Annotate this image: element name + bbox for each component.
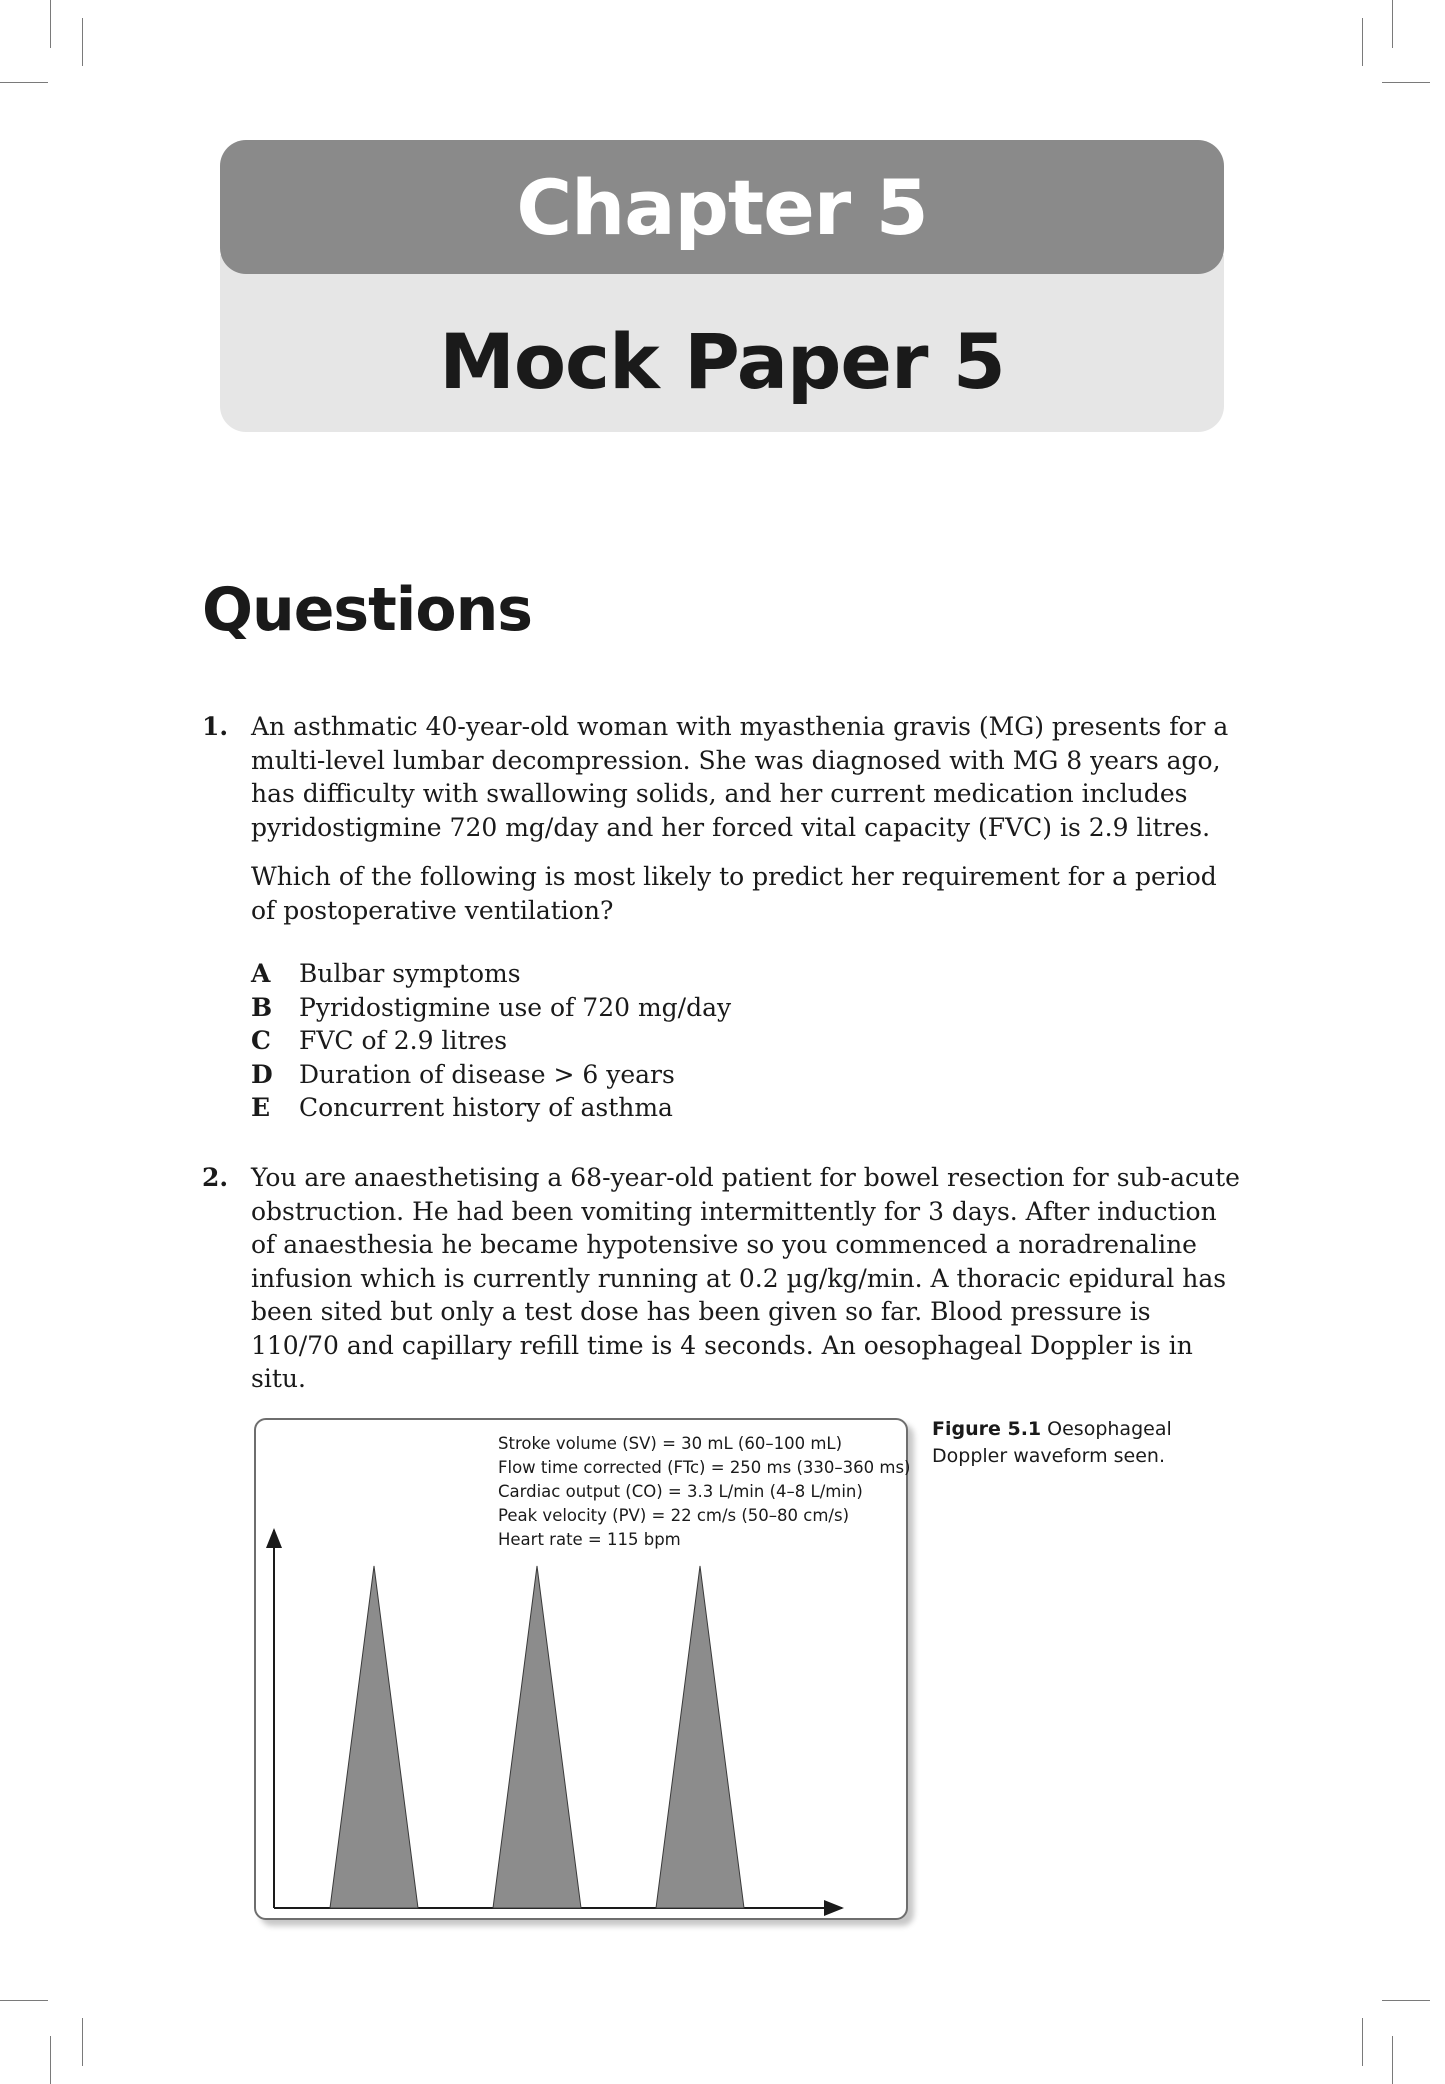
question-body — [251, 1161, 1242, 1396]
answer-option-c — [251, 1024, 1242, 1058]
question-number: 1. — [202, 712, 229, 741]
paper-title-banner — [220, 255, 1224, 432]
option-letter: A — [251, 959, 271, 988]
doppler-readouts — [498, 1432, 911, 1552]
option-text: Concurrent history of asthma — [299, 1093, 673, 1122]
doppler-figure — [254, 1418, 911, 1920]
question-stem: An asthmatic 40-year-old woman with myasthenia gravis (MG) presents for a multi-level lumbar decompression. She was diagnosed with MG 8 years ago, has difficulty with swallowing solids, and her current medication includes pyridostigmine 720 mg/day and her forced vital capacity (FVC) is 2.9 litres. — [251, 712, 1229, 842]
question-2 — [202, 1161, 1242, 1396]
crop-mark — [0, 82, 48, 83]
answer-options — [251, 957, 1242, 1125]
option-letter: C — [251, 1026, 271, 1055]
doppler-waveform-peak — [493, 1566, 581, 1908]
readout-cardiac-output: Cardiac output (CO) = 3.3 L/min (4–8 L/min) — [498, 1482, 863, 1501]
question-1 — [202, 710, 1242, 1125]
readout-heart-rate: Heart rate = 115 bpm — [498, 1530, 681, 1549]
chapter-banner — [220, 140, 1224, 274]
crop-mark — [1362, 2018, 1363, 2066]
waveform-group — [330, 1566, 744, 1908]
doppler-waveform-peak — [330, 1566, 418, 1908]
readout-peak-velocity: Peak velocity (PV) = 22 cm/s (50–80 cm/s) — [498, 1506, 850, 1525]
crop-mark — [0, 2000, 48, 2001]
crop-mark — [1382, 2000, 1430, 2001]
paper-title: Mock Paper 5 — [439, 317, 1005, 406]
figure-label: Figure 5.1 — [932, 1418, 1042, 1440]
crop-mark — [1362, 18, 1363, 66]
crop-mark — [1392, 2036, 1393, 2084]
option-letter: B — [251, 992, 273, 1022]
answer-option-d — [251, 1058, 1242, 1092]
question-body — [251, 710, 1242, 1125]
crop-mark — [82, 2018, 83, 2066]
crop-mark — [82, 18, 83, 66]
question-prompt: Which of the following is most likely to predict her requirement for a period of postoperative ventilation? — [251, 862, 1217, 925]
crop-mark — [50, 0, 51, 48]
question-number: 2. — [202, 1163, 229, 1192]
option-text: Bulbar symptoms — [299, 959, 521, 988]
answer-option-a — [251, 957, 1242, 991]
figure-caption — [932, 1416, 1192, 1470]
option-letter: D — [251, 1059, 273, 1089]
crop-mark — [1382, 82, 1430, 83]
doppler-waveform-peak — [656, 1566, 744, 1908]
option-text: Duration of disease > 6 years — [299, 1059, 675, 1089]
answer-option-e — [251, 1091, 1242, 1125]
crop-mark — [1392, 0, 1393, 48]
section-heading: Questions — [202, 575, 533, 645]
readout-stroke-volume: Stroke volume (SV) = 30 mL (60–100 mL) — [498, 1434, 843, 1453]
option-text: FVC of 2.9 litres — [299, 1026, 508, 1055]
option-letter: E — [251, 1093, 271, 1122]
chapter-title: Chapter 5 — [516, 162, 928, 252]
readout-flow-time-corrected: Flow time corrected (FTc) = 250 ms (330–360 ms) — [498, 1458, 911, 1477]
figure-caption-text: Oesophageal Doppler waveform seen. — [932, 1418, 1172, 1467]
question-stem: You are anaesthetising a 68-year-old patient for bowel resection for sub-acute obstruction. He had been vomiting intermittently for 3 days. After induction of anaesthesia he became hypotensive so you commenced a noradrenaline infusion which is currently running at 0.2 µg/kg/min. A thoracic epidural has been sited but only a test dose has been given so far. Blood pressure is 110/70 and capillary refill time is 4 seconds. An oesophageal Doppler is in situ. — [251, 1163, 1240, 1393]
answer-option-b — [251, 991, 1242, 1025]
crop-mark — [50, 2036, 51, 2084]
option-text: Pyridostigmine use of 720 mg/day — [299, 992, 732, 1022]
